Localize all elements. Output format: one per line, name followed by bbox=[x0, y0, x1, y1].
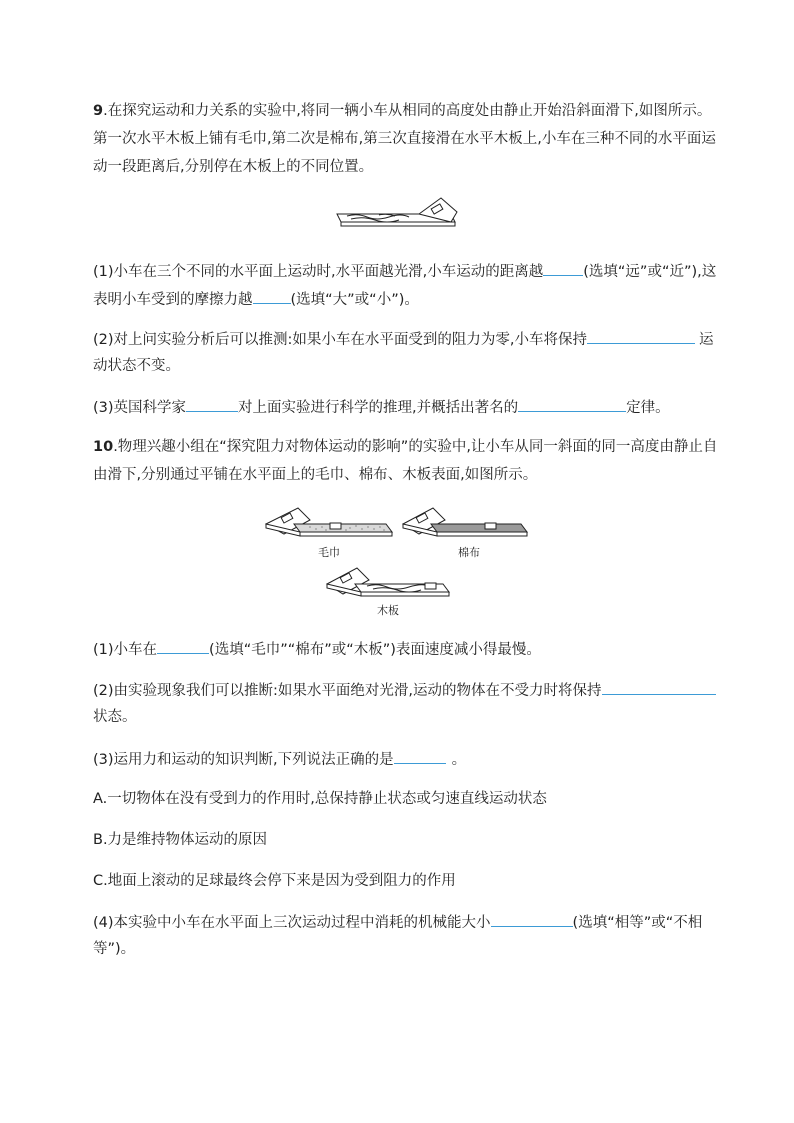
q10-part3-line bbox=[93, 748, 466, 770]
q10-part1-line bbox=[93, 638, 541, 660]
q10-option-c: C.地面上滚动的足球最终会停下来是因为受到阻力的作用 bbox=[93, 873, 456, 889]
q10-part4-line-2: 等”)。 bbox=[93, 941, 136, 957]
q10-number: 10 bbox=[93, 439, 114, 455]
q9-stem-line-1 bbox=[93, 101, 711, 121]
q10-cotton-figure bbox=[401, 506, 531, 542]
q9-part1-text-a: (1)小车在三个不同的水平面上运动时,水平面越光滑,小车运动的距离越 bbox=[93, 264, 544, 280]
q9-part2-text-b: 运 bbox=[699, 332, 714, 348]
q9-part3-line bbox=[93, 396, 670, 418]
q10-part2-line-1 bbox=[93, 679, 716, 701]
q10-stem-text-1: .物理兴趣小组在“探究阻力对物体运动的影响”的实验中,让小车从同一斜面的同一高度由静止自 bbox=[113, 439, 718, 455]
q10-part4-blank[interactable] bbox=[491, 911, 573, 927]
q9-part1-line-1 bbox=[93, 260, 716, 282]
q10-caption-cotton: 棉布 bbox=[458, 546, 480, 559]
q10-part3-text-b: 。 bbox=[451, 752, 467, 768]
q10-part1-text-a: (1)小车在 bbox=[93, 642, 158, 658]
q10-part2-text-a: (2)由实验现象我们可以推断:如果水平面绝对光滑,运动的物体在不受力时将保持 bbox=[93, 683, 602, 699]
q10-part1-blank[interactable] bbox=[157, 638, 209, 654]
q9-part3-text-c: 定律。 bbox=[626, 400, 670, 416]
q10-option-a: A.一切物体在没有受到力的作用时,总保持静止状态或匀速直线运动状态 bbox=[93, 791, 547, 807]
q9-part2-blank[interactable] bbox=[587, 328, 695, 344]
q10-stem-line-1 bbox=[93, 437, 717, 457]
q9-stem-text-1: .在探究运动和力关系的实验中,将同一辆小车从相同的高度处由静止开始沿斜面滑下,如图所示。 bbox=[103, 103, 712, 119]
q10-part4-text-a: (4)本实验中小车在水平面上三次运动过程中消耗的机械能大小 bbox=[93, 915, 491, 931]
q9-part1-text-d: (选填“大”或“小”)。 bbox=[290, 292, 419, 308]
q9-part1-line-2 bbox=[93, 288, 419, 310]
q9-part2-text-a: (2)对上问实验分析后可以推测:如果小车在水平面受到的阻力为零,小车将保持 bbox=[93, 332, 588, 348]
q9-part1-blank-1[interactable] bbox=[543, 260, 583, 276]
q10-part1-text-b: (选填“毛巾”“棉布”或“木板”)表面速度减小得最慢。 bbox=[209, 642, 541, 658]
q9-part2-line-2: 动状态不变。 bbox=[93, 358, 180, 374]
q10-part4-text-b: (选填“相等”或“不相 bbox=[572, 915, 703, 931]
q9-number: 9 bbox=[93, 103, 104, 119]
q10-caption-towel: 毛巾 bbox=[318, 546, 340, 559]
q9-part3-blank-2[interactable] bbox=[518, 396, 626, 412]
q10-towel-figure bbox=[264, 506, 396, 542]
q10-caption-wood: 木板 bbox=[377, 604, 399, 617]
q9-part3-text-b: 对上面实验进行科学的推理,并概括出著名的 bbox=[238, 400, 519, 416]
q9-incline-figure bbox=[333, 196, 461, 230]
q10-part2-blank[interactable] bbox=[602, 679, 716, 695]
q10-stem-line-2: 由滑下,分别通过平铺在水平面上的毛巾、棉布、木板表面,如图所示。 bbox=[93, 467, 538, 483]
q9-part3-text-a: (3)英国科学家 bbox=[93, 400, 187, 416]
q9-part1-blank-2[interactable] bbox=[253, 288, 291, 304]
q10-part3-blank[interactable] bbox=[394, 748, 446, 764]
q10-option-b: B.力是维持物体运动的原因 bbox=[93, 832, 268, 848]
q9-stem-line-2: 第一次水平木板上铺有毛巾,第二次是棉布,第三次直接滑在水平木板上,小车在三种不同的水平面运 bbox=[93, 131, 716, 147]
q10-part2-line-2: 状态。 bbox=[93, 709, 137, 725]
q9-part2-line-1 bbox=[93, 328, 714, 350]
q9-part1-text-b: (选填“远”或“近”),这 bbox=[583, 264, 717, 280]
q10-part3-text-a: (3)运用力和运动的知识判断,下列说法正确的是 bbox=[93, 752, 394, 768]
q10-wood-figure bbox=[325, 566, 453, 602]
q9-part3-blank-1[interactable] bbox=[186, 396, 238, 412]
q10-part4-line-1 bbox=[93, 911, 702, 933]
q9-stem-line-3: 动一段距离后,分别停在木板上的不同位置。 bbox=[93, 159, 374, 175]
q9-part1-text-c: 表明小车受到的摩擦力越 bbox=[93, 292, 253, 308]
